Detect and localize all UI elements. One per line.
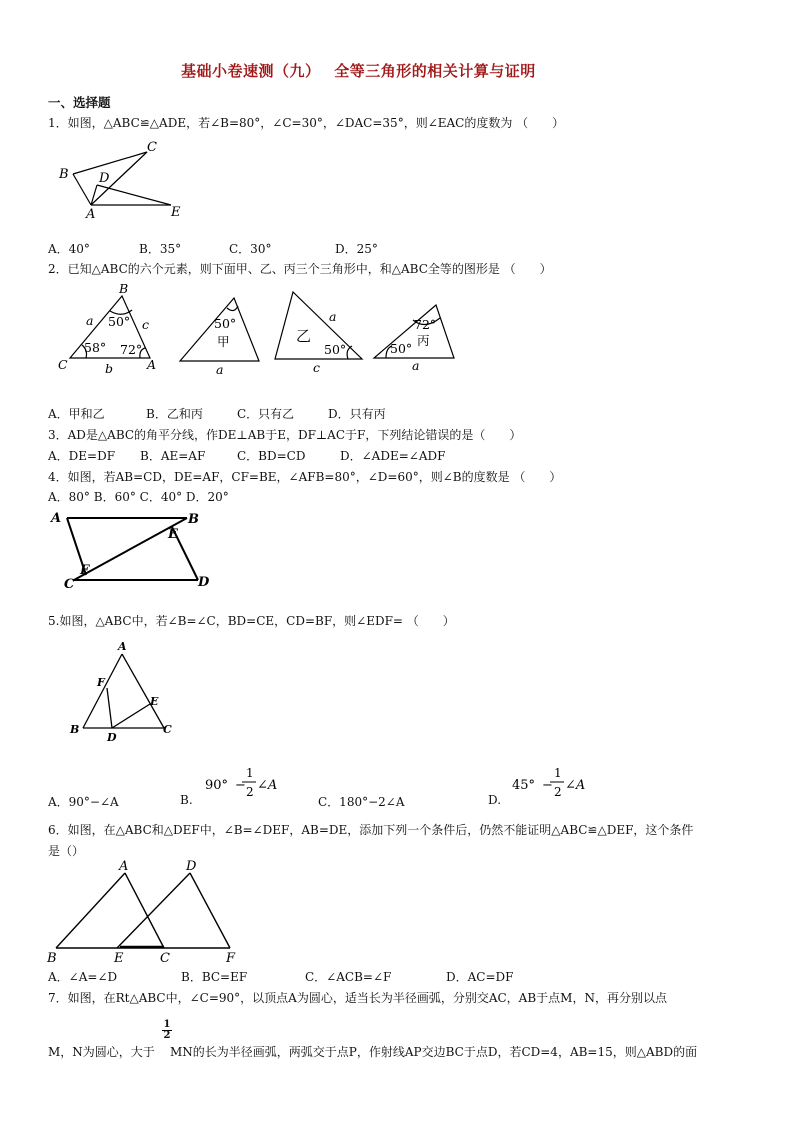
q5-b-num: 1 [246,766,254,780]
q6-stem-line2: 是（） [48,844,85,858]
q6-label-B: B [47,951,57,966]
q2-option-b: B．乙和丙 [146,407,203,421]
q4-label-E: E [168,527,178,542]
page-title: 基础小卷速测（九） 全等三角形的相关计算与证明 [181,62,536,80]
q3-option-d: D．∠ADE=∠ADF [340,449,446,463]
svg-text:−: − [542,778,553,793]
q4-label-C: C [64,577,75,592]
q5-d-den: 2 [554,785,562,799]
q5-option-a: A．90°−∠A [48,795,119,809]
q2-f2-angle: 50° [214,316,237,331]
q2-option-c: C．只有乙 [237,407,295,421]
q2-f1-side-a: a [86,313,94,328]
q2-f4-angle-left: 50° [390,341,413,356]
q5-label-D: D [107,731,117,744]
q1-label-E: E [171,205,181,220]
q4-label-F: F [80,563,90,578]
q7-line2-end: MN的长为半径画弧，两弧交于点P，作射线AP交边BC于点D，若CD=4，AB=15，则△ABD的面 [170,1045,698,1059]
q3-option-a: A．DE=DF [48,449,116,463]
q6-option-c: C．∠ACB=∠F [305,970,392,984]
q4-label-A: A [51,511,62,526]
q5-option-b-label: B. [180,793,193,807]
q6-option-b: B．BC=EF [181,970,248,984]
q4-options: A．80° B．60° C．40° D．20° [48,490,229,504]
q6-label-D: D [186,859,197,874]
q6-stem-line1: 6．如图，在△ABC和△DEF中，∠B=∠DEF，AB=DE，添加下列一个条件后，仍然不能证明△ABC≌△DEF，这个条件 [48,823,694,837]
q5-option-d-label: D. [488,793,502,807]
q2-f1-label-C: C [58,357,68,372]
q7-frac-den: 2 [163,1030,171,1041]
q2-option-d: D．只有丙 [328,407,386,421]
q2-f4-name: 丙 [417,333,430,348]
q5-label-A: A [118,640,127,653]
q2-f1-angle-A: 72° [120,342,143,357]
q4-stem: 4．如图，若AB=CD，DE=AF，CF=BE，∠AFB=80°，∠D=60°，则∠B的度数是 （ ） [48,470,562,484]
q1-option-b: B．35° [139,242,182,256]
q6-label-A: A [119,859,129,874]
q6-label-C: C [160,951,170,966]
q2-f1-side-b: b [105,361,114,376]
q1-option-a: A．40° [48,242,90,256]
q6-option-d: D．AC=DF [446,970,514,984]
q5-label-C: C [163,723,172,736]
q1-label-C: C [147,140,157,155]
q5-label-E: E [150,695,159,708]
q5-label-B: B [70,723,80,736]
q2-f2-name: 甲 [217,334,230,349]
q2-f1-label-A: A [147,357,157,372]
q3-option-c: C．BD=CD [237,449,306,463]
q2-f3-angle: 50° [324,342,347,357]
q5-b-den: 2 [246,785,254,799]
q1-option-c: C．30° [229,242,272,256]
q3-option-b: B．AE=AF [140,449,206,463]
q1-option-d: D．25° [335,242,378,256]
q6-option-a: A．∠A=∠D [48,970,118,984]
q5-b-pre: 90° [205,778,229,793]
svg-text:−: − [235,778,246,793]
q5-label-F: F [97,676,105,689]
q2-f1-label-B: B [119,281,129,296]
q2-f1-side-c: c [142,317,150,332]
q4-label-D: D [198,575,210,590]
section-heading: 一、选择题 [48,95,111,110]
q5-d-pre: 45° [512,778,536,793]
q2-f4-angle-top: 72° [414,317,437,332]
q5-d-num: 1 [554,766,562,780]
q6-label-E: E [114,951,124,966]
q7-fraction [162,1020,172,1041]
q2-f1-angle-C: 58° [84,340,107,355]
q2-f3-side-c: c [313,360,321,375]
q5-b-post: ∠A [257,778,278,793]
q7-line1: 7．如图，在Rt△ABC中，∠C=90°，以顶点A为圆心，适当长为半径画弧，分别交AC，AB于点M，N，再分别以点 [48,991,667,1005]
q2-option-a: A．甲和乙 [48,407,105,421]
q2-f2-side: a [216,362,224,377]
q1-label-D: D [99,171,110,186]
q2-stem: 2．已知△ABC的六个元素，则下面甲、乙、丙三个三角形中，和△ABC全等的图形是 （ ） [48,262,552,276]
q2-f4-side: a [412,358,420,373]
q5-d-post: ∠A [565,778,586,793]
q5-option-c: C．180°−2∠A [318,795,405,809]
q1-label-A: A [86,207,96,222]
q1-label-B: B [59,167,69,182]
q2-f3-side-a: a [329,309,337,324]
q5-stem: 5.如图，△ABC中，若∠B=∠C，BD=CE，CD=BF，则∠EDF= （ ） [48,614,455,628]
q4-label-B: B [188,512,199,527]
q7-frac-num: 1 [163,1019,171,1030]
q6-label-F: F [226,951,236,966]
q2-f3-name: 乙 [296,327,312,345]
q1-stem: 1．如图，△ABC≌△ADE，若∠B=80°，∠C=30°，∠DAC=35°，则∠EAC的度数为 （ ） [48,116,565,130]
q2-f1-angle-B: 50° [108,314,131,329]
q7-line2-start: M，N为圆心，大于 [48,1045,155,1059]
q3-stem: 3．AD是△ABC的角平分线，作DE⊥AB于E，DF⊥AC于F，下列结论错误的是（ ） [48,428,522,442]
